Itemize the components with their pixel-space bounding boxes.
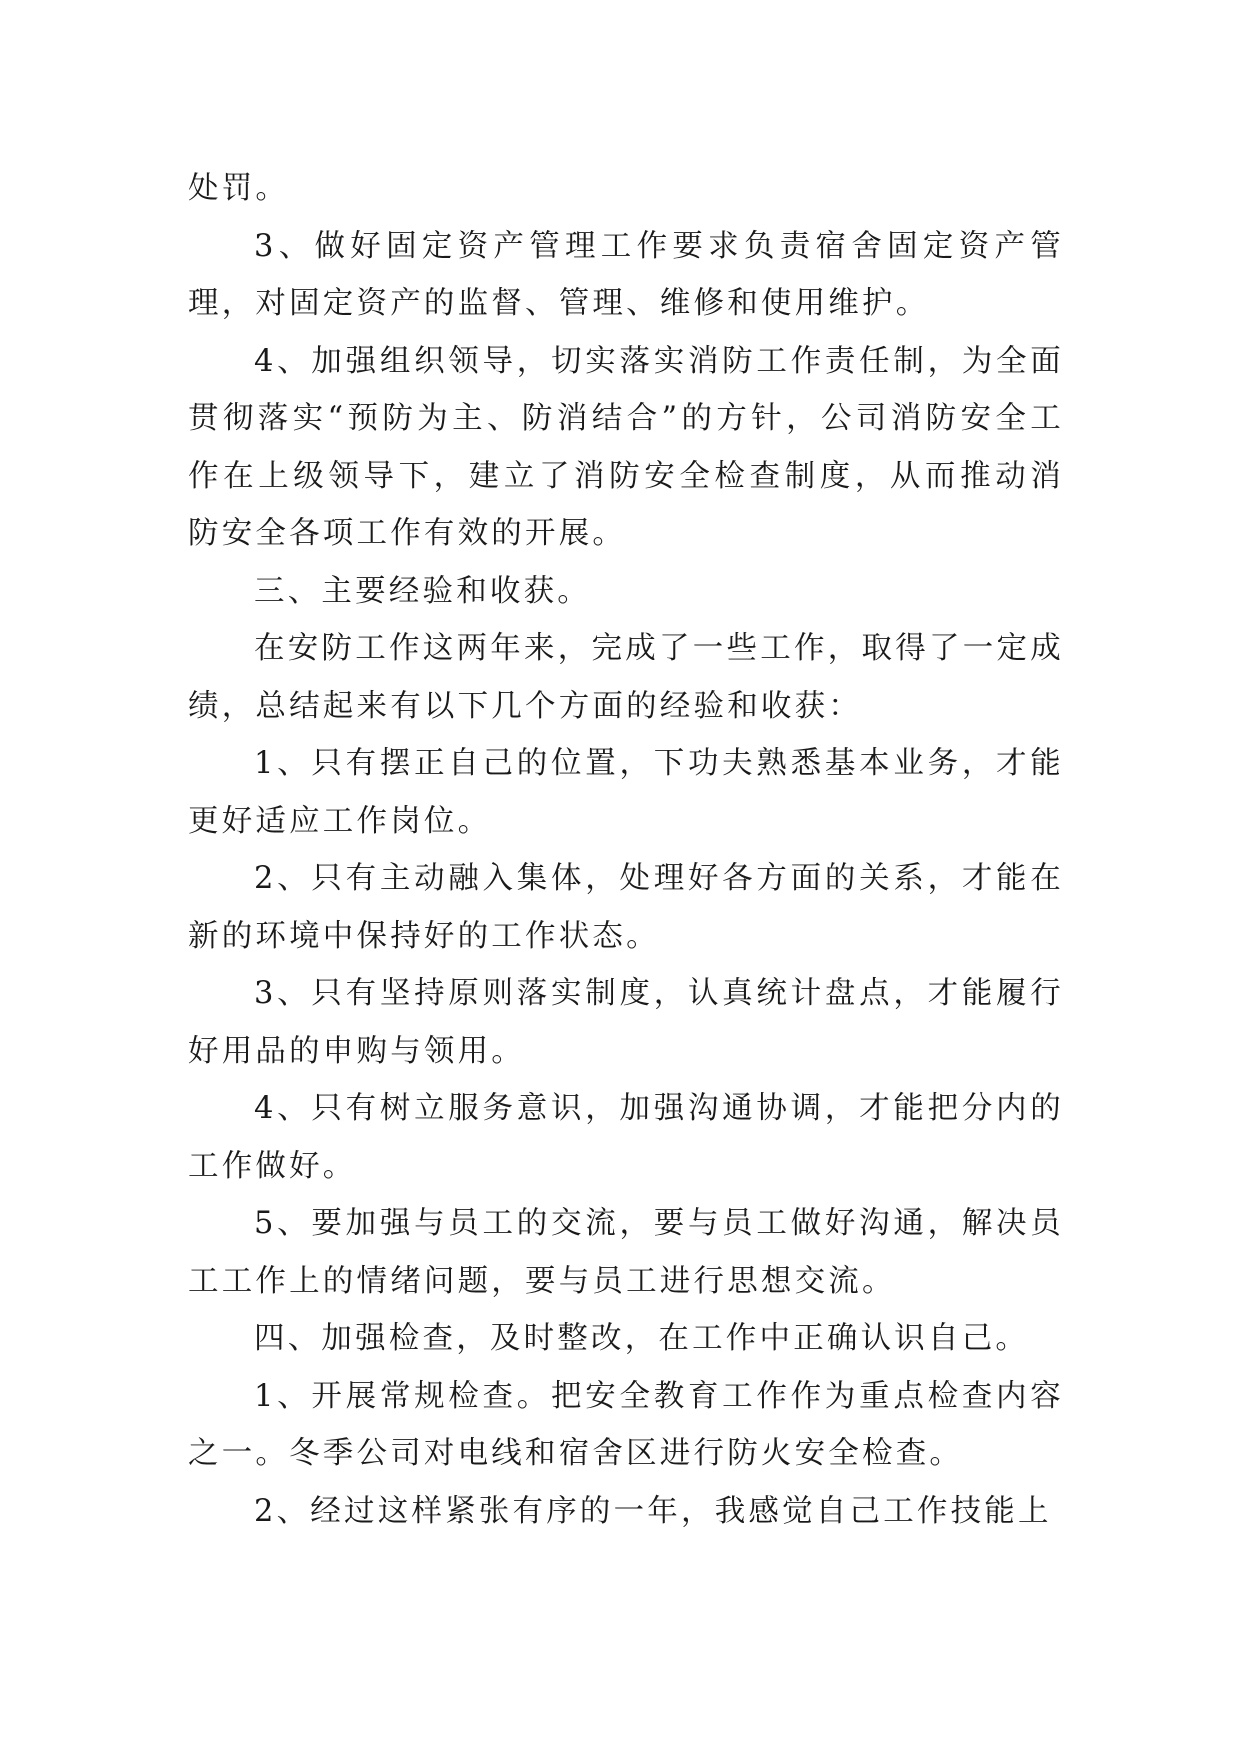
paragraph-2: 3、做好固定资产管理工作要求负责宿舍固定资产管理，对固定资产的监督、管理、维修和使用维护。 bbox=[188, 228, 1064, 321]
paragraph-8: 3、只有坚持原则落实制度，认真统计盘点，才能履行好用品的申购与领用。 bbox=[188, 976, 1064, 1069]
paragraph-12: 1、开展常规检查。把安全教育工作作为重点检查内容之一。冬季公司对电线和宿舍区进行防火安全检查。 bbox=[188, 1378, 1064, 1471]
paragraph-10: 5、要加强与员工的交流，要与员工做好沟通，解决员工工作上的情绪问题，要与员工进行思想交流。 bbox=[188, 1206, 1064, 1299]
paragraph-7: 2、只有主动融入集体，处理好各方面的关系，才能在新的环境中保持好的工作状态。 bbox=[188, 861, 1064, 954]
section-heading-4: 四、加强检查，及时整改，在工作中正确认识自己。 bbox=[254, 1321, 1030, 1356]
document-body bbox=[188, 160, 1064, 1540]
paragraph-5: 在安防工作这两年来，完成了一些工作，取得了一定成绩，总结起来有以下几个方面的经验和收获： bbox=[188, 631, 1064, 724]
section-heading-3: 三、主要经验和收获。 bbox=[254, 573, 591, 609]
paragraph-9: 4、只有树立服务意识，加强沟通协调，才能把分内的工作做好。 bbox=[188, 1091, 1064, 1184]
paragraph-13: 2、经过这样紧张有序的一年，我感觉自己工作技能上 bbox=[254, 1493, 1052, 1529]
paragraph-3: 4、加强组织领导，切实落实消防工作责任制，为全面贯彻落实“预防为主、防消结合”的方针，公司消防安全工作在上级领导下，建立了消防安全检查制度，从而推动消防安全各项工作有效的开展。 bbox=[188, 343, 1064, 551]
paragraph-6: 1、只有摆正自己的位置，下功夫熟悉基本业务，才能更好适应工作岗位。 bbox=[188, 746, 1064, 839]
paragraph-1: 处罚。 bbox=[188, 171, 290, 206]
